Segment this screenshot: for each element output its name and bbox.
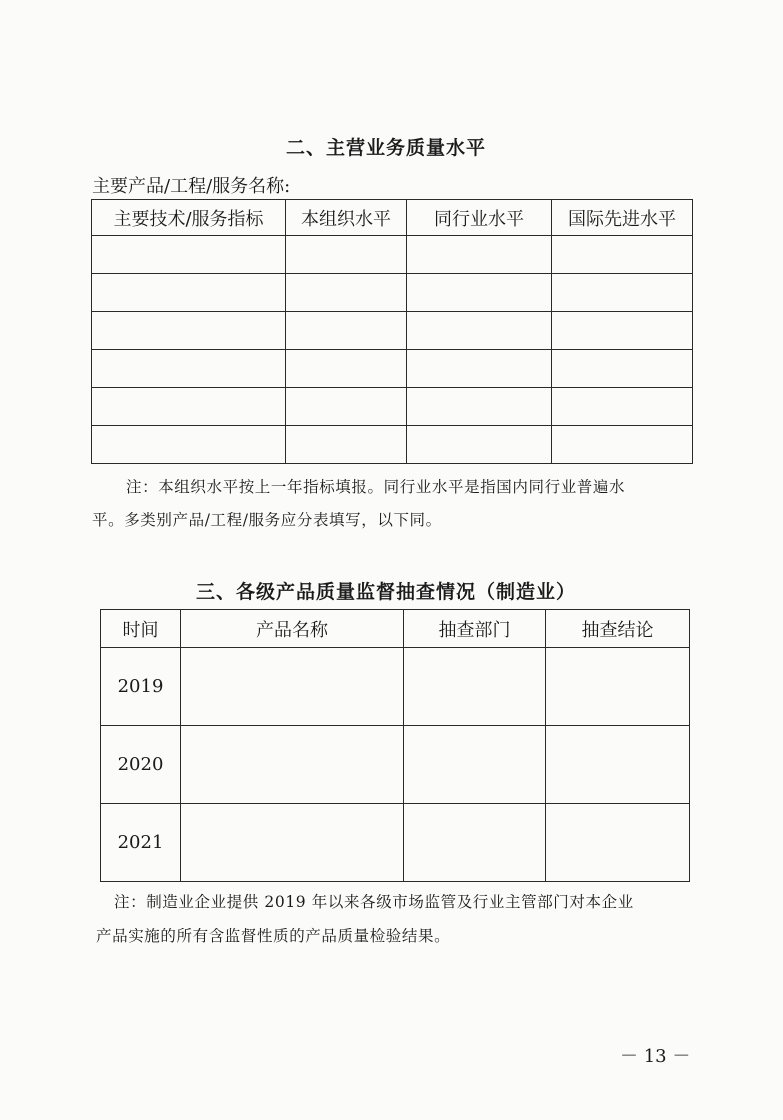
section3-note-line2: 产品实施的所有含监督性质的产品质量检验结果。 xyxy=(96,927,451,945)
table-cell[interactable] xyxy=(92,312,286,350)
table-header-row xyxy=(101,610,690,648)
table-row xyxy=(92,426,693,464)
table-cell[interactable] xyxy=(552,312,693,350)
table-cell[interactable] xyxy=(552,236,693,274)
supervision-check-table xyxy=(100,609,690,882)
table-cell[interactable] xyxy=(286,274,407,312)
table-cell[interactable] xyxy=(546,804,690,882)
table-cell[interactable] xyxy=(286,388,407,426)
table-row xyxy=(92,236,693,274)
header-international-level: 国际先进水平 xyxy=(552,200,693,236)
table-cell[interactable] xyxy=(407,274,552,312)
header-product-name: 产品名称 xyxy=(181,610,404,648)
section2-heading: 二、主营业务质量水平 xyxy=(286,137,487,159)
table-cell[interactable] xyxy=(552,350,693,388)
table-cell[interactable] xyxy=(181,648,404,726)
year-cell: 2020 xyxy=(101,726,181,804)
table-cell[interactable] xyxy=(407,426,552,464)
section3-note-line1: 注：制造业企业提供 2019 年以来各级市场监管及行业主管部门对本企业 xyxy=(114,893,634,911)
section2-note-line2: 平。多类别产品/工程/服务应分表填写，以下同。 xyxy=(92,511,442,529)
table-cell[interactable] xyxy=(286,350,407,388)
header-industry-level: 同行业水平 xyxy=(407,200,552,236)
table-cell[interactable] xyxy=(407,236,552,274)
header-time: 时间 xyxy=(101,610,181,648)
table-row xyxy=(101,804,690,882)
header-check-department: 抽查部门 xyxy=(404,610,546,648)
section3-heading: 三、各级产品质量监督抽查情况（制造业） xyxy=(196,581,577,603)
table-cell[interactable] xyxy=(404,648,546,726)
table-cell[interactable] xyxy=(286,312,407,350)
table-cell[interactable] xyxy=(92,350,286,388)
table-cell[interactable] xyxy=(546,648,690,726)
table-row xyxy=(101,726,690,804)
table-cell[interactable] xyxy=(404,804,546,882)
table-cell[interactable] xyxy=(407,312,552,350)
table-cell[interactable] xyxy=(92,236,286,274)
table-row xyxy=(92,350,693,388)
table-cell[interactable] xyxy=(181,804,404,882)
table-row xyxy=(92,274,693,312)
table-row xyxy=(92,312,693,350)
product-name-label: 主要产品/工程/服务名称: xyxy=(92,176,291,197)
table-cell[interactable] xyxy=(552,426,693,464)
table-header-row xyxy=(92,200,693,236)
header-tech-indicator: 主要技术/服务指标 xyxy=(92,200,286,236)
table-cell[interactable] xyxy=(404,726,546,804)
quality-level-table xyxy=(91,199,693,464)
table-cell[interactable] xyxy=(552,388,693,426)
table-cell[interactable] xyxy=(92,426,286,464)
table-cell[interactable] xyxy=(407,388,552,426)
table-cell[interactable] xyxy=(92,388,286,426)
table-cell[interactable] xyxy=(92,274,286,312)
table-cell[interactable] xyxy=(407,350,552,388)
table-row xyxy=(101,648,690,726)
year-cell: 2019 xyxy=(101,648,181,726)
table-cell[interactable] xyxy=(286,236,407,274)
table-row xyxy=(92,388,693,426)
header-org-level: 本组织水平 xyxy=(286,200,407,236)
table-cell[interactable] xyxy=(552,274,693,312)
table-cell[interactable] xyxy=(546,726,690,804)
page-number: － 13 － xyxy=(620,1046,691,1067)
table-cell[interactable] xyxy=(286,426,407,464)
year-cell: 2021 xyxy=(101,804,181,882)
header-check-conclusion: 抽查结论 xyxy=(546,610,690,648)
table-cell[interactable] xyxy=(181,726,404,804)
section2-note-line1: 注：本组织水平按上一年指标填报。同行业水平是指国内同行业普遍水 xyxy=(126,478,626,496)
